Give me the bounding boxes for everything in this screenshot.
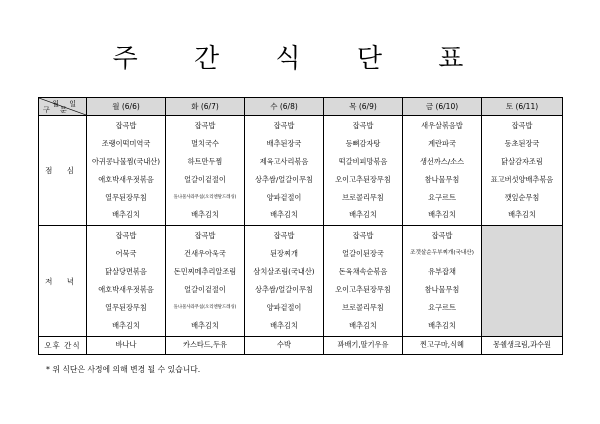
- menu-item: 닭살당면볶음: [105, 267, 147, 277]
- menu-item: 배추김치: [270, 320, 298, 330]
- menu-item: 브로콜리무침: [342, 302, 384, 312]
- menu-item: 배추김치: [191, 210, 219, 220]
- menu-item: 돌나물샤과무침(오리엔탈드레싱): [173, 304, 237, 310]
- menu-item: 계란파국: [428, 138, 456, 148]
- menu-item: 양파겉절이: [266, 192, 302, 202]
- menu-item: 열무된장무침: [105, 302, 147, 312]
- menu-item: 얼갈이겉절이: [184, 285, 226, 295]
- menu-item: 표고버섯양배추볶음: [490, 174, 554, 184]
- menu-item: 돌나물샤과무침(오리엔탈드레싱): [173, 194, 237, 200]
- lunch-fri: [403, 116, 482, 226]
- menu-item: 잡곡밥: [194, 121, 216, 130]
- menu-item: 배추김치: [428, 320, 456, 330]
- day-header-sat: 토 (6/11): [482, 98, 563, 116]
- menu-item: 잡곡밥: [352, 231, 374, 241]
- menu-item: 배추김치: [112, 320, 140, 330]
- menu-item: 제육고사리볶음: [259, 156, 309, 166]
- snack-label: 오후 간식: [39, 336, 87, 354]
- menu-item: 상추쌈/얼갈이무침: [255, 285, 313, 295]
- dinner-label: 저 녁: [39, 226, 87, 336]
- menu-item: 배추김치: [270, 210, 298, 220]
- snack-row: [39, 336, 563, 354]
- menu-item: 잡곡밥: [511, 121, 533, 130]
- menu-item: 얼갈이겉절이: [184, 174, 226, 184]
- menu-item: 돈육채속순볶음: [338, 267, 388, 277]
- menu-item: 참나물무침: [424, 285, 460, 295]
- menu-item: 잡곡밥: [431, 231, 453, 241]
- day-header-fri: 금 (6/10): [403, 98, 482, 116]
- menu-item: 잡곡밥: [273, 121, 295, 130]
- menu-item: 하트만두찜: [187, 156, 223, 166]
- lunch-label: 점 심: [39, 116, 87, 226]
- menu-item: 배추김치: [508, 210, 536, 220]
- weekly-menu-table: [38, 97, 563, 355]
- menu-item: 요구르트: [428, 192, 456, 202]
- page-title: 주 간 식 단 표: [112, 44, 488, 74]
- menu-item: 깻잎순무침: [504, 192, 540, 202]
- menu-item: 애호박새우젓볶음: [98, 174, 154, 184]
- menu-item: 잡곡밥: [352, 121, 374, 130]
- menu-item: 참나물무침: [424, 174, 460, 184]
- menu-item: 삼치살조림(국내산): [253, 267, 315, 277]
- menu-item: 건새우아욱국: [184, 249, 226, 259]
- lunch-wed: [245, 116, 324, 226]
- corner-category-label: 구 분: [43, 106, 71, 114]
- menu-item: 유부잡채: [428, 267, 456, 277]
- footnote: * 위 식단은 사정에 의해 변경 될 수 있습니다.: [46, 365, 201, 374]
- menu-item: 조랭이떡미역국: [101, 138, 151, 148]
- menu-item: 아귀콩나물찜(국내산): [91, 156, 161, 166]
- menu-item: 배추김치: [428, 210, 456, 220]
- dinner-row: [39, 226, 563, 336]
- dinner-mon: [87, 226, 166, 336]
- menu-item: 배추김치: [349, 320, 377, 330]
- menu-item: 배추된장국: [266, 138, 302, 148]
- menu-item: 된장찌개: [270, 249, 298, 259]
- menu-item: 배추김치: [112, 210, 140, 220]
- dinner-fri: [403, 226, 482, 336]
- menu-item: 열무된장무침: [105, 192, 147, 202]
- menu-item: 브로콜리무침: [342, 192, 384, 202]
- dinner-thu: [324, 226, 403, 336]
- dinner-wed: [245, 226, 324, 336]
- menu-item: 돈민찌메추리알조림: [173, 267, 237, 277]
- lunch-thu: [324, 116, 403, 226]
- snack-mon: 바나나: [87, 336, 166, 354]
- menu-item: 잡곡밥: [115, 121, 137, 130]
- menu-item: 배추김치: [191, 320, 219, 330]
- menu-item: 요구르트: [428, 302, 456, 312]
- menu-item: 등뼈감자탕: [345, 138, 381, 148]
- menu-item: 잡곡밥: [194, 231, 216, 241]
- snack-thu: 꽈배기,딸기우유: [324, 336, 403, 354]
- menu-item: 생선까스/소스: [419, 156, 465, 166]
- snack-sat: 몽쉘생크림,과수원: [482, 336, 563, 354]
- header-row: [39, 98, 563, 116]
- snack-wed: 수박: [245, 336, 324, 354]
- menu-item: 새우살볶음밥: [421, 121, 463, 130]
- menu-item: 오이고추된장무침: [335, 174, 391, 184]
- menu-item: 양파겉절이: [266, 302, 302, 312]
- menu-item: 멸치국수: [191, 138, 219, 148]
- day-header-thu: 목 (6/9): [324, 98, 403, 116]
- menu-item: 오이고추된장무침: [335, 285, 391, 295]
- menu-item: 잡곡밥: [273, 231, 295, 241]
- menu-item: 떡갈비피망볶음: [338, 156, 388, 166]
- menu-item: 상추쌈/얼갈이무침: [255, 174, 313, 184]
- lunch-tue: [166, 116, 245, 226]
- lunch-sat: [482, 116, 563, 226]
- day-header-mon: 월 (6/6): [87, 98, 166, 116]
- day-header-wed: 수 (6/8): [245, 98, 324, 116]
- menu-item: 배추김치: [349, 210, 377, 220]
- corner-date-label: 월 일: [52, 100, 80, 108]
- header-corner: [39, 98, 87, 116]
- menu-item: 조갯살순두부찌개(국내산): [410, 250, 474, 257]
- menu-item: 애호박새우젓볶음: [98, 285, 154, 295]
- lunch-row: [39, 116, 563, 226]
- day-header-tue: 화 (6/7): [166, 98, 245, 116]
- dinner-sat-empty: [482, 226, 563, 336]
- snack-tue: 카스타드,두유: [166, 336, 245, 354]
- menu-item: 얼갈이된장국: [342, 249, 384, 259]
- menu-item: 어묵국: [115, 249, 137, 259]
- menu-item: 닭살감자조림: [501, 156, 543, 166]
- lunch-mon: [87, 116, 166, 226]
- dinner-tue: [166, 226, 245, 336]
- menu-item: 잡곡밥: [115, 231, 137, 241]
- snack-fri: 찐고구마,식혜: [403, 336, 482, 354]
- menu-item: 동초된장국: [504, 138, 540, 148]
